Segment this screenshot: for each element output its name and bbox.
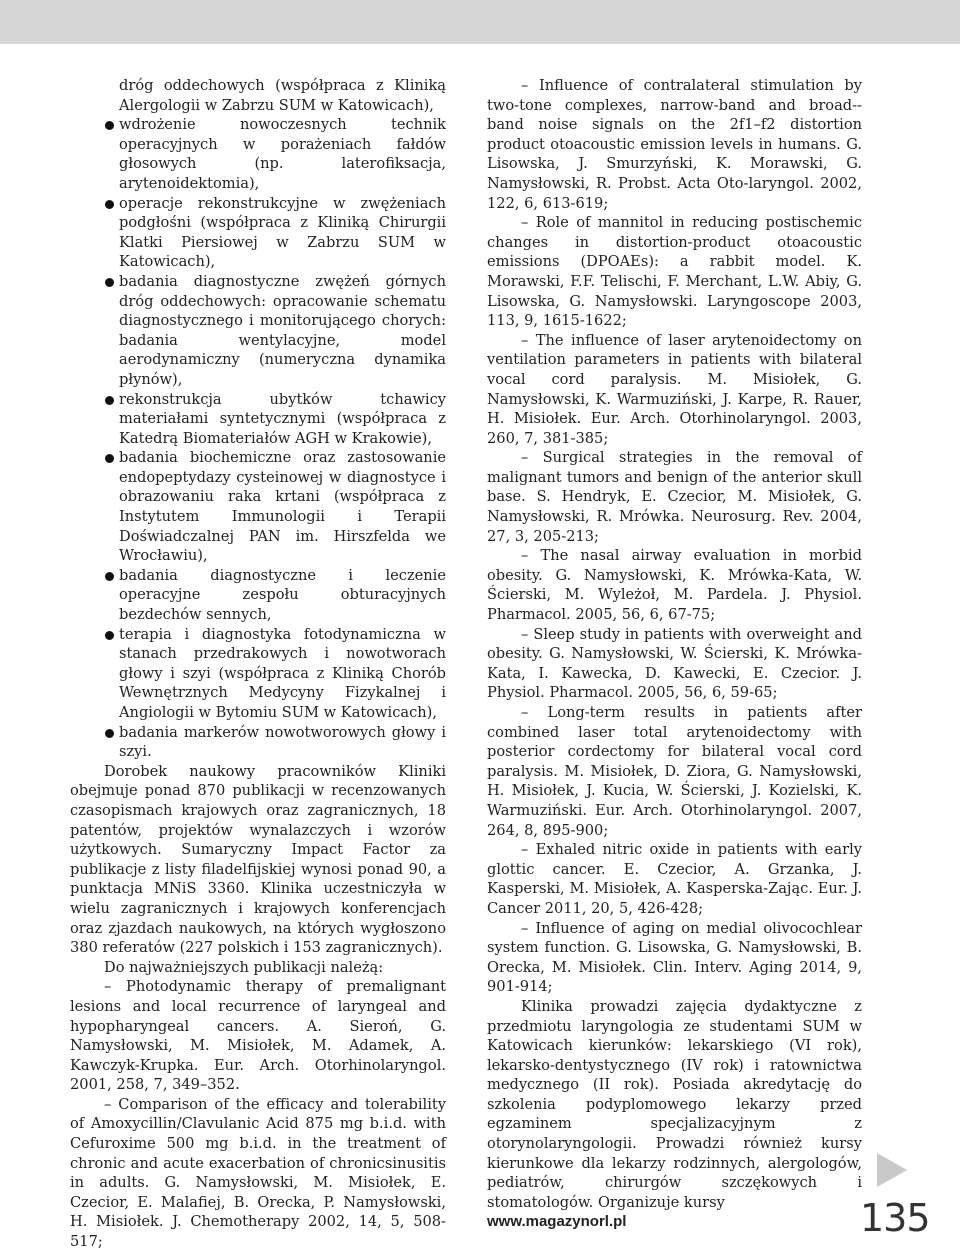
list-item: badania biochemiczne oraz zastosowanie endopeptydazy cysteinowej w diagnostyce i obrazowaniu raka krtani (współpraca z Instytutem Immunologii i Terapii Doświadczalnej PAN im. Hirszfelda we Wrocławiu), bbox=[70, 448, 446, 566]
page-number: 135 bbox=[860, 1196, 930, 1240]
reference-item: – Comparison of the efficacy and tolerability of Amoxycillin/Clavulanic Acid 875 mg b.i.d. with Cefuroxime 500 mg b.i.d. in the treatment of chronic and acute exacerbation of chronicsinusitis in adults. G. Namysłowski, M. Misiołek, E. Czecior, E. Malafiej, B. Orecka, P. Namysłowski, H. Misiołek. J. Chemotherapy 2002, 14, 5, 508-517; bbox=[70, 1095, 446, 1251]
reference-item: – Surgical strategies in the removal of malignant tumors and benign of the anterior skull base. S. Hendryk, E. Czecior, M. Misiołek, G. Namysłowski, R. Mrówka. Neurosurg. Rev. 2004, 27, 3, 205-213; bbox=[487, 449, 862, 545]
reference-item: – Sleep study in patients with overweight and obesity. G. Namysłowski, W. Ścierski, K. Mrówka-Kata, I. Kawecka, D. Kawecki, E. Czecior. J. Physiol. Pharmacol. 2005, 56, 6, 59-65; bbox=[487, 625, 862, 702]
list-item: badania diagnostyczne i leczenie operacyjne zespołu obturacyjnych bezdechów sennych, bbox=[70, 566, 446, 625]
reference-item: – Role of mannitol in reducing postischemic changes in distortion-product otoacoustic emissions (DPOAEs): a rabbit model. K. Morawski, F.F. Telischi, F. Merchant, L.W. Abiy, G. Lisowska, G. Namysłowski. Laryngoscope 2003, 113, 9, 1615-1622; bbox=[487, 214, 862, 330]
website-link[interactable]: www.magazynorl.pl bbox=[487, 1213, 627, 1230]
list-item: operacje rekonstrukcyjne w zwężeniach podgłośni (współpraca z Kliniką Chirurgii Klatki Piersiowej w Zabrzu SUM w Katowicach), bbox=[70, 194, 446, 272]
publications-heading: Do najważniejszych publikacji należą: bbox=[104, 958, 384, 976]
body-paragraph: Klinika prowadzi zajęcia dydaktyczne z przedmiotu laryngologia ze studentami SUM w Katowicach kierunków: lekarskiego (VI rok), lekarsko-dentystycznego (IV rok) i ratownictwa medycznego (II rok). Posiada akredytację do szkolenia podyplomowego lekarzy przed egzaminem specjalizacyjnym z otorynolaryngologii. Prowadzi również kursy kierunkowe dla lekarzy rodzinnych, alergologów, pediatrów, chirurgów szczękowych i stomatologów. Organizuje kursy bbox=[487, 997, 862, 1211]
left-column bbox=[70, 76, 446, 1252]
right-column bbox=[487, 76, 862, 1212]
intro-continuation: dróg oddechowych (współpraca z Kliniką Alergologii w Zabrzu SUM w Katowicach), bbox=[119, 77, 446, 114]
list-item: rekonstrukcja ubytków tchawicy materiałami syntetycznymi (współpraca z Katedrą Biomateriałów AGH w Krakowie), bbox=[70, 390, 446, 449]
list-item: badania diagnostyczne zwężeń górnych dróg oddechowych: opracowanie schematu diagnostycznego i monitorującego chorych: badania wentylacyjne, model aerodynamiczny (numeryczna dynamika płynów), bbox=[70, 272, 446, 390]
list-item: badania markerów nowotworowych głowy i szyi. bbox=[70, 723, 446, 762]
reference-item: – Influence of contralateral stimulation by two-tone complexes, narrow-band and broad--band noise signals on the 2f1–f2 distortion product otoacoustic emission levels in humans. G. Lisowska, J. Smurzyński, K. Morawski, G. Namysłowski, R. Probst. Acta Oto-laryngol. 2002, 122, 6, 613-619; bbox=[487, 77, 862, 212]
list-item: terapia i diagnostyka fotodynamiczna w stanach przedrakowych i nowotworach głowy i szyi (współpraca z Kliniką Chorób Wewnętrznych Medycyny Fizykalnej i Angiologii w Bytomiu SUM w Katowicach), bbox=[70, 625, 446, 723]
reference-item: – Influence of aging on medial olivocochlear system function. G. Lisowska, G. Namysłowski, B. Orecka, M. Misiołek. Clin. Interv. Aging 2014, 9, 901-914; bbox=[487, 919, 862, 996]
reference-item: – Long-term results in patients after combined laser total arytenoidectomy with posterior cordectomy for bilateral vocal cord paralysis. M. Misiołek, D. Ziora, G. Namysłowski, H. Misiołek, J. Kucia, W. Ścierski, J. Kozielski, K. Warmuziński. Eur. Arch. Otorhinolaryngol. 2007, 264, 8, 895-900; bbox=[487, 704, 862, 839]
top-gray-band bbox=[0, 0, 960, 44]
triangle-arrow-right-icon bbox=[877, 1153, 907, 1187]
reference-item: – The influence of laser arytenoidectomy on ventilation parameters in patients with bilateral vocal cord paralysis. M. Misiołek, G. Namysłowski, K. Warmuziński, J. Karpe, R. Rauer, H. Misiołek. Eur. Arch. Otorhinolaryngol. 2003, 260, 7, 381-385; bbox=[487, 331, 862, 447]
reference-item: – The nasal airway evaluation in morbid obesity. G. Namysłowski, K. Mrówka-Kata, W. Ścierski, M. Wyleżoł, M. Pardela. J. Physiol. Pharmacol. 2005, 56, 6, 67-75; bbox=[487, 547, 862, 624]
body-paragraph: Dorobek naukowy pracowników Kliniki obejmuje ponad 870 publikacji w recenzowanych czasopismach krajowych oraz zagranicznych, 18 patentów, projektów wynalazczych i wzorów użytkowych. Sumaryczny Impact Factor za publikacje z listy filadelfijskiej wynosi ponad 90, a punktacja MNiS 3360. Klinika uczestniczyła w wielu zagranicznych i krajowych konferencjach oraz zjazdach naukowych, na których wygłoszono 380 referatów (227 polskich i 153 zagranicznych). bbox=[70, 762, 446, 957]
list-item: wdrożenie nowoczesnych technik operacyjnych w porażeniach fałdów głosowych (np. laterofiksacja, arytenoidektomia), bbox=[70, 115, 446, 193]
reference-item: – Exhaled nitric oxide in patients with early glottic cancer. E. Czecior, A. Grzanka, J. Kasperski, M. Misiołek, A. Kasperska-Zając. Eur. J. Cancer 2011, 20, 5, 426-428; bbox=[487, 841, 862, 917]
reference-item: – Photodynamic therapy of premalignant lesions and local recurrence of laryngeal and hypopharyngeal cancers. A. Sieroń, G. Namysłowski, M. Misiołek, M. Adamek, A. Kawczyk-Krupka. Eur. Arch. Otorhinolaryngol. 2001, 258, 7, 349–352. bbox=[70, 978, 446, 1094]
